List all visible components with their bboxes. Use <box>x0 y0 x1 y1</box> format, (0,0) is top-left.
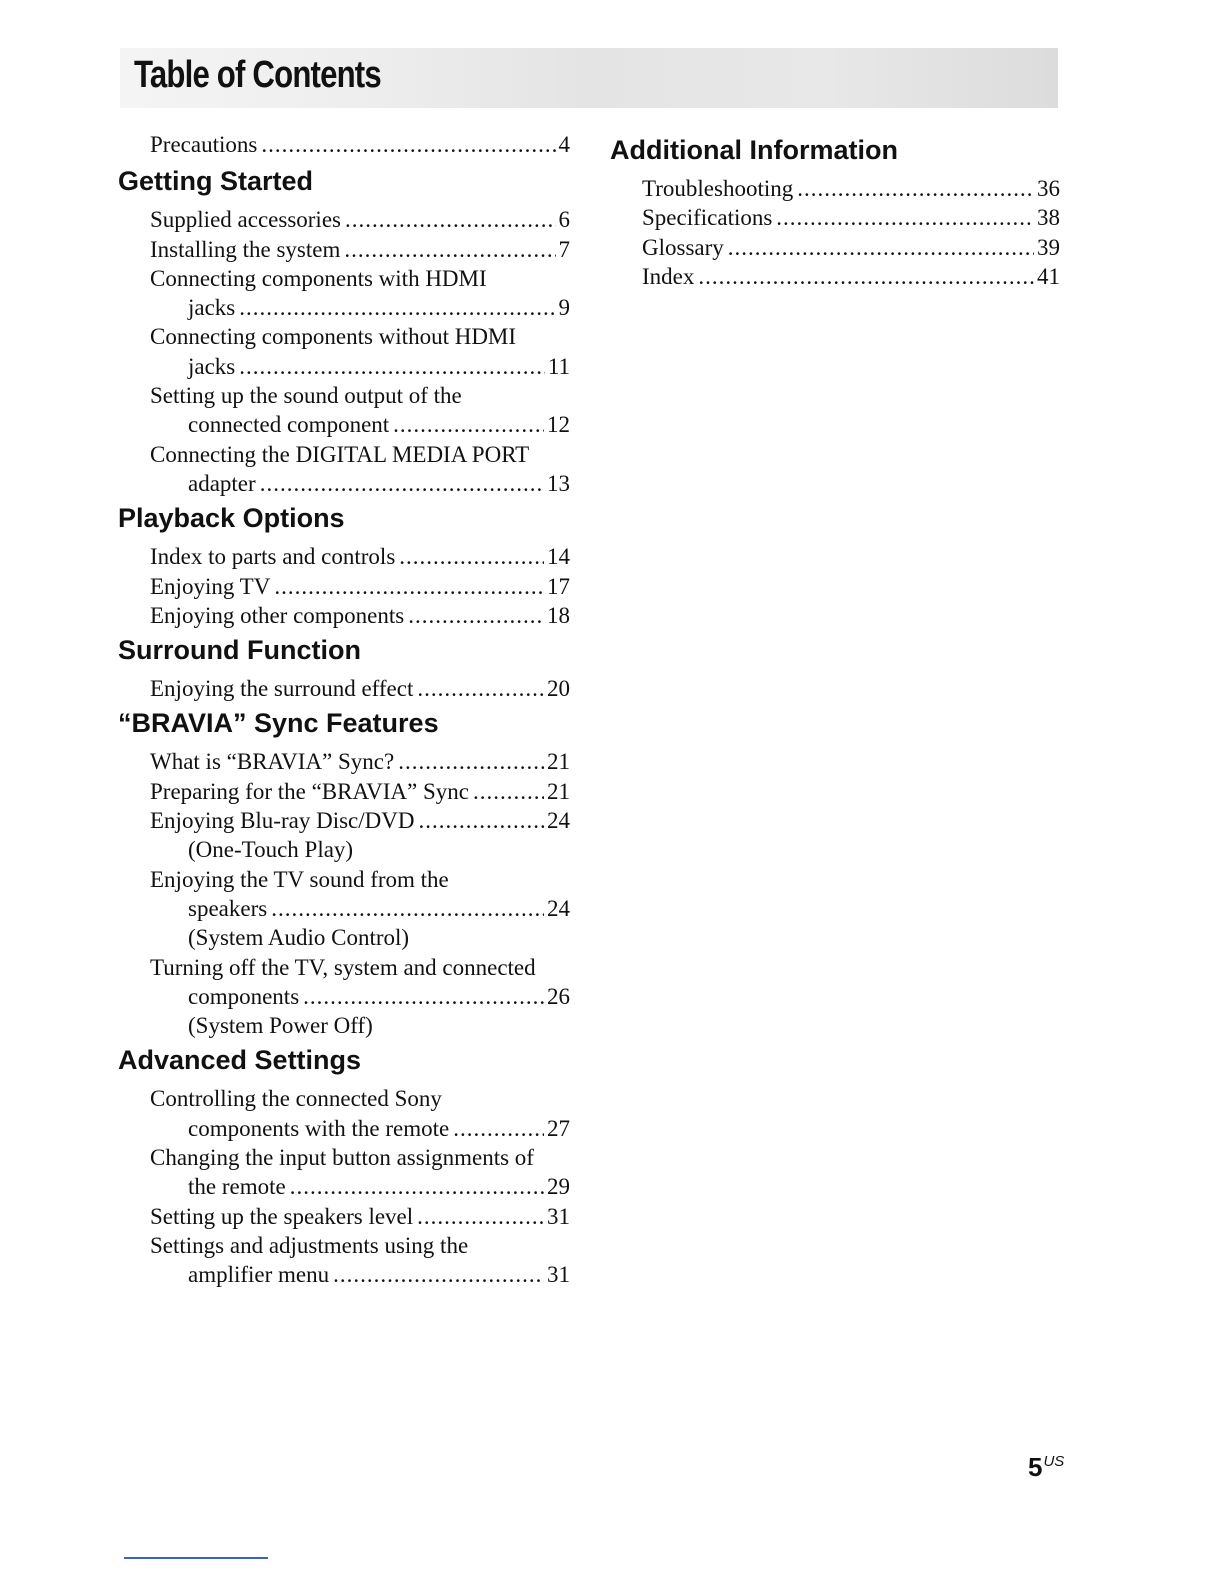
toc-entry-page: 11 <box>547 353 570 379</box>
leader-dots <box>345 205 556 234</box>
toc-entry-row <box>610 203 1060 232</box>
toc-entry-label: Index <box>642 263 695 289</box>
section-heading: Surround Function <box>118 635 361 666</box>
toc-right-column <box>610 130 1060 291</box>
toc-entry-row <box>610 262 1060 291</box>
toc-entry[interactable] <box>118 1231 570 1290</box>
leader-dots <box>239 293 555 322</box>
toc-entry-label: Supplied accessories <box>150 207 341 233</box>
toc-entry[interactable] <box>118 322 570 381</box>
section-heading: Getting Started <box>118 166 314 197</box>
page-number-suffix: US <box>1043 1453 1065 1471</box>
toc-entry[interactable] <box>118 264 570 323</box>
toc-entry[interactable] <box>118 1202 570 1231</box>
toc-entry-page: 9 <box>558 295 570 321</box>
toc-entry-row <box>118 352 570 381</box>
toc-entry-row <box>118 1202 570 1231</box>
leader-dots <box>271 894 544 923</box>
toc-entry-label: jacks <box>188 295 236 321</box>
leader-dots <box>303 982 544 1011</box>
leader-dots <box>408 601 544 630</box>
toc-left-sections <box>118 163 570 1289</box>
toc-entry-line: Connecting components with HDMI <box>150 265 487 291</box>
toc-entry-page: 21 <box>547 749 570 775</box>
leader-dots <box>728 233 1034 262</box>
toc-entry-page: 39 <box>1037 234 1060 260</box>
toc-entry-label: adapter <box>188 470 256 496</box>
page-number-value: 5 <box>1028 1452 1043 1482</box>
toc-entry-precautions[interactable] <box>118 130 570 159</box>
toc-entry[interactable] <box>118 572 570 601</box>
leader-dots <box>399 542 544 571</box>
toc-entry-label: What is “BRAVIA” Sync? <box>150 749 395 775</box>
toc-left-column <box>118 130 570 1290</box>
toc-entry-label: jacks <box>188 353 236 379</box>
toc-right-sections <box>610 132 1060 291</box>
toc-entry-label: Preparing for the “BRAVIA” Sync <box>150 778 469 804</box>
toc-entry-label: Specifications <box>642 205 773 231</box>
toc-entry-page: 24 <box>547 808 570 834</box>
toc-entry-row <box>118 1172 570 1201</box>
toc-entry-label: Troubleshooting <box>642 176 794 201</box>
toc-entry-label: Enjoying other components <box>150 602 405 628</box>
toc-entry-page: 26 <box>547 983 570 1009</box>
toc-entry-row <box>118 747 570 776</box>
toc-entry-page: 31 <box>547 1262 570 1288</box>
toc-entry-row <box>610 233 1060 262</box>
toc-entry-label: Enjoying Blu-ray Disc/DVD <box>150 808 415 834</box>
toc-entry-line: Controlling the connected Sony <box>150 1086 442 1112</box>
toc-entry-row <box>118 601 570 630</box>
toc-entry-page: 36 <box>1037 176 1060 201</box>
toc-entry-page: 13 <box>547 470 570 496</box>
toc-entry-row <box>118 1114 570 1143</box>
toc-entry-line: Enjoying the TV sound from the <box>150 866 449 892</box>
footer-rule <box>124 1557 268 1559</box>
toc-entry[interactable] <box>118 953 570 1041</box>
toc-entry-label: Precautions <box>150 132 258 157</box>
leader-dots <box>333 1260 544 1289</box>
toc-entry-row <box>118 806 570 835</box>
leader-dots <box>776 203 1034 232</box>
toc-entry-page: 7 <box>558 236 570 262</box>
toc-entry-label: Setting up the speakers level <box>150 1203 414 1229</box>
toc-entry-label: components <box>188 983 300 1009</box>
leader-dots <box>797 174 1034 203</box>
leader-dots <box>239 352 545 381</box>
toc-entry-label: Enjoying TV <box>150 573 271 599</box>
section-heading: Advanced Settings <box>118 1045 362 1076</box>
toc-entry[interactable] <box>118 747 570 776</box>
leader-dots <box>698 262 1034 291</box>
toc-entry-label: amplifier menu <box>188 1262 330 1288</box>
toc-entry-label: Enjoying the surround effect <box>150 676 414 702</box>
toc-entry-page: 20 <box>547 676 570 702</box>
page-title: Table of Contents <box>134 54 381 96</box>
toc-entry[interactable] <box>118 674 570 703</box>
toc-entry-row <box>118 894 570 923</box>
toc-entry-row <box>118 542 570 571</box>
toc-entry[interactable] <box>118 440 570 499</box>
toc-entry[interactable] <box>610 262 1060 291</box>
toc-entry-page: 27 <box>547 1115 570 1141</box>
toc-entry-note: (One-Touch Play) <box>188 837 354 863</box>
toc-entry-page: 31 <box>547 1203 570 1229</box>
toc-entry-row <box>118 1260 570 1289</box>
toc-entry-row <box>118 235 570 264</box>
leader-dots <box>261 130 555 159</box>
toc-entry-page: 21 <box>547 778 570 804</box>
toc-entry[interactable] <box>118 205 570 234</box>
toc-entry[interactable] <box>610 203 1060 232</box>
leader-dots <box>473 777 544 806</box>
leader-dots <box>417 1202 544 1231</box>
toc-entry-line: Settings and adjustments using the <box>150 1232 469 1258</box>
toc-entry-row <box>118 674 570 703</box>
toc-entry[interactable] <box>610 174 1060 203</box>
toc-entry-label: the remote <box>188 1174 286 1200</box>
toc-entry-line: Connecting components without HDMI <box>150 324 517 350</box>
toc-entry-row <box>118 469 570 498</box>
leader-dots <box>393 410 544 439</box>
toc-entry-row <box>610 174 1060 203</box>
toc-entry-row <box>118 777 570 806</box>
toc-entry[interactable] <box>118 777 570 806</box>
leader-dots <box>344 235 555 264</box>
toc-entry-line: Setting up the sound output of the <box>150 383 462 409</box>
toc-entry-row <box>118 293 570 322</box>
toc-entry[interactable] <box>118 865 570 953</box>
toc-entry-page: 4 <box>558 132 570 157</box>
leader-dots <box>417 674 544 703</box>
leader-dots <box>274 572 544 601</box>
toc-entry-page: 41 <box>1037 263 1060 289</box>
toc-entry-note: (System Audio Control) <box>188 925 410 951</box>
leader-dots <box>260 469 544 498</box>
toc-entry-line: Changing the input button assignments of <box>150 1145 534 1171</box>
toc-entry[interactable] <box>118 1143 570 1202</box>
toc-entry-row <box>118 410 570 439</box>
toc-entry[interactable] <box>118 542 570 571</box>
toc-entry-page: 17 <box>547 573 570 599</box>
toc-entry[interactable] <box>118 235 570 264</box>
toc-entry-line: Connecting the DIGITAL MEDIA PORT <box>150 441 530 467</box>
leader-dots <box>398 747 544 776</box>
toc-entry[interactable] <box>118 806 570 865</box>
section-heading: Playback Options <box>118 503 345 534</box>
toc-entry-label: connected component <box>188 412 390 438</box>
leader-dots <box>418 806 544 835</box>
toc-entry-row <box>118 982 570 1011</box>
toc-entry-page: 14 <box>547 544 570 570</box>
section-heading: Additional Information <box>610 135 898 165</box>
toc-entry-row <box>118 205 570 234</box>
section-heading: “BRAVIA” Sync Features <box>118 708 439 739</box>
toc-entry-page: 29 <box>547 1174 570 1200</box>
toc-entry-note: (System Power Off) <box>188 1013 373 1039</box>
toc-entry-line: Turning off the TV, system and connected <box>150 954 536 980</box>
leader-dots <box>290 1172 544 1201</box>
toc-entry[interactable] <box>610 233 1060 262</box>
toc-entry-label: Glossary <box>642 234 724 260</box>
title-bar <box>120 48 1058 108</box>
toc-entry-page: 24 <box>547 895 570 921</box>
toc-entry[interactable] <box>118 1084 570 1143</box>
toc-entry-label: Installing the system <box>150 236 341 262</box>
toc-entry-page: 18 <box>547 602 570 628</box>
page-number <box>1028 1452 1064 1483</box>
toc-entry-label: Index to parts and controls <box>150 544 396 570</box>
toc-entry[interactable] <box>118 601 570 630</box>
leader-dots <box>453 1114 544 1143</box>
toc-entry-row <box>118 572 570 601</box>
toc-entry-page: 12 <box>547 412 570 438</box>
toc-entry[interactable] <box>118 381 570 440</box>
toc-entry-page: 6 <box>558 207 570 233</box>
toc-entry-label: components with the remote <box>188 1115 450 1141</box>
toc-entry-page: 38 <box>1037 205 1060 231</box>
toc-entry-label: speakers <box>188 895 268 921</box>
